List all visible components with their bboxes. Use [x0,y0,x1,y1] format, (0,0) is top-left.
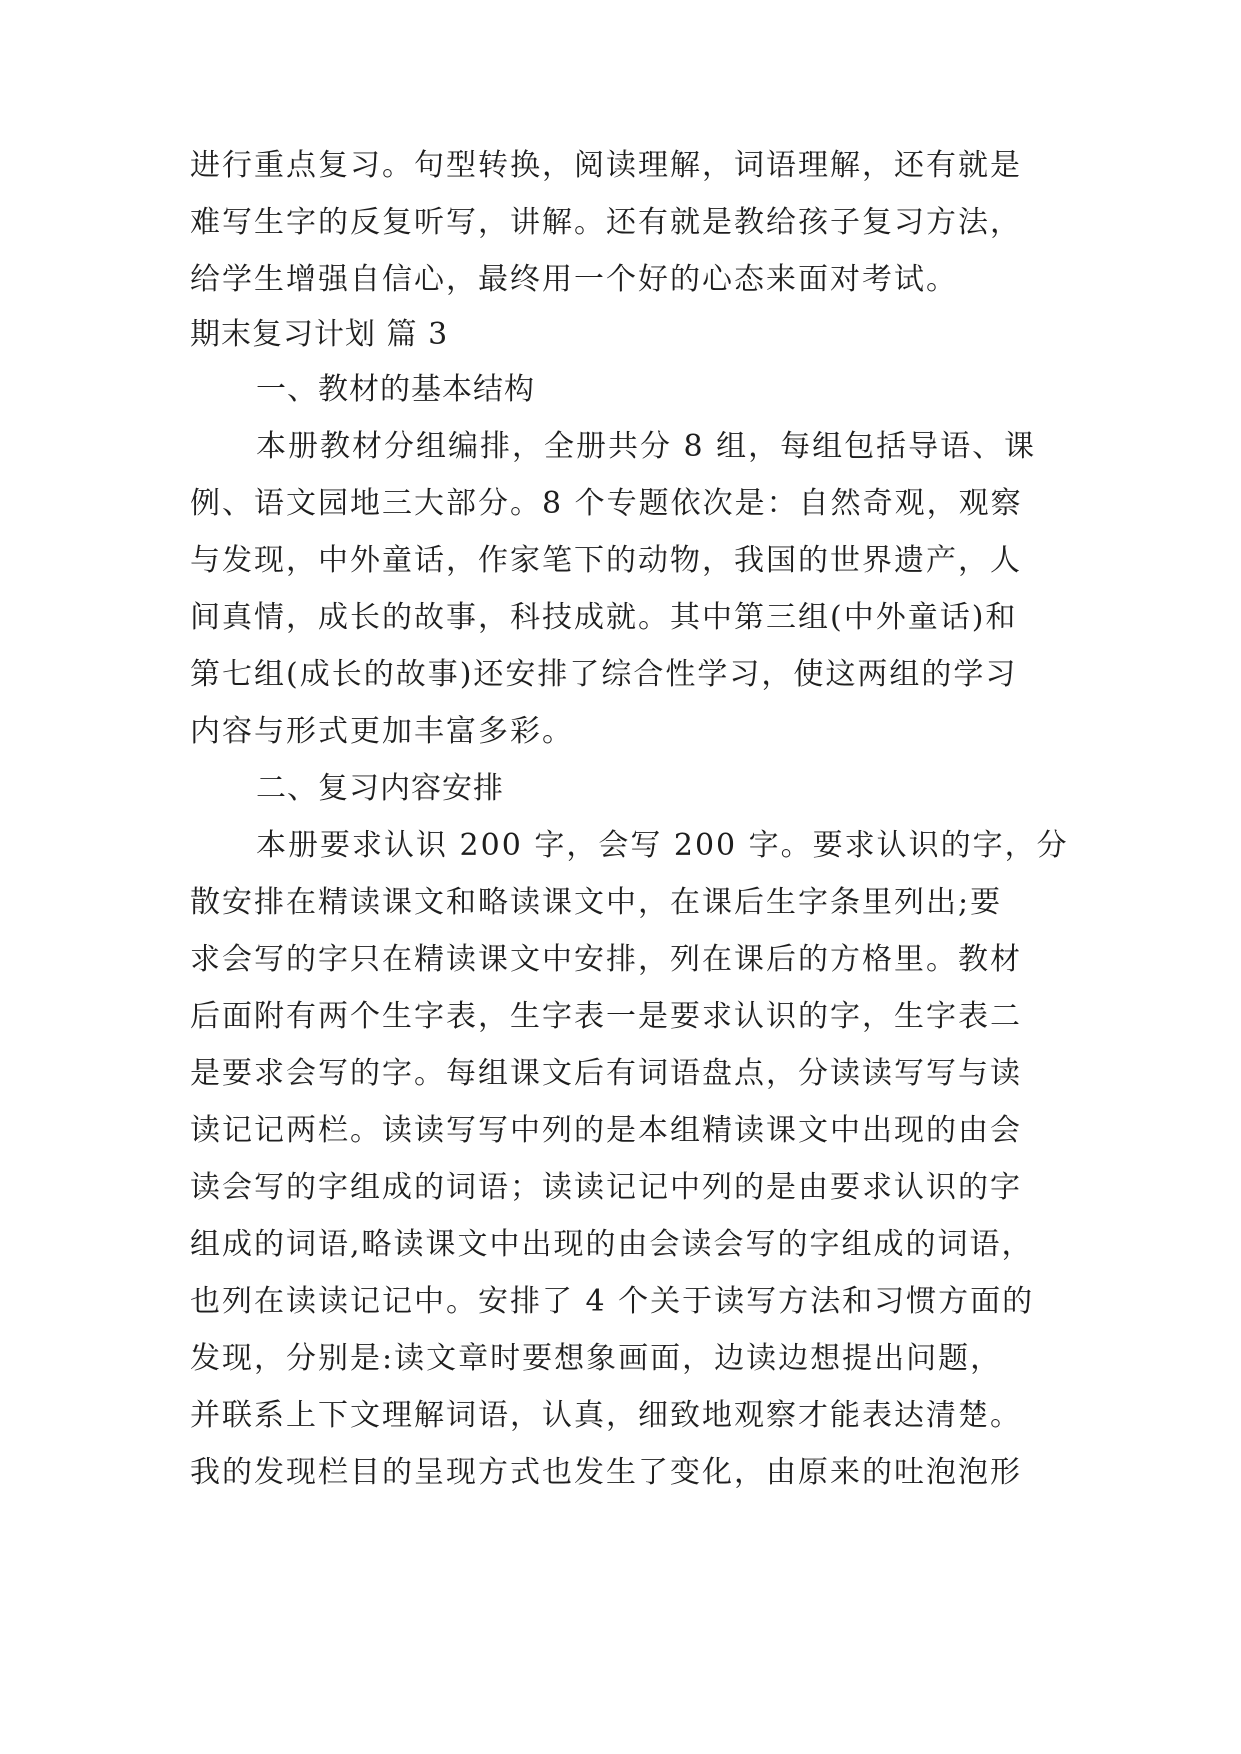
paragraph-line: 求会写的字只在精读课文中安排，列在课后的方格里。教材 [190,942,1022,977]
paragraph-line: 间真情，成长的故事，科技成就。其中第三组(中外童话)和 [190,600,1018,635]
paragraph-line: 第七组(成长的故事)还安排了综合性学习，使这两组的学习 [190,657,1018,692]
paragraph-line: 给学生增强自信心，最终用一个好的心态来面对考试。 [190,262,958,297]
paragraph-line: 后面附有两个生字表，生字表一是要求认识的字，生字表二 [190,999,1022,1034]
subsection-heading: 二、复习内容安排 [256,771,504,806]
paragraph-line: 发现，分别是:读文章时要想象画面，边读边想提出问题， [190,1341,1003,1376]
section-title: 期末复习计划 篇 3 [190,317,449,352]
paragraph-line: 本册要求认识 200 字，会写 200 字。要求认识的字，分 [256,828,1069,863]
paragraph-line: 本册教材分组编排，全册共分 8 组，每组包括导语、课 [256,429,1037,464]
paragraph-line: 组成的词语,略读课文中出现的由会读会写的字组成的词语， [190,1227,1034,1262]
paragraph-line: 读记记两栏。读读写写中列的是本组精读课文中出现的由会 [190,1113,1022,1148]
paragraph-line: 例、语文园地三大部分。8 个专题依次是：自然奇观，观察 [190,486,1023,521]
paragraph-line: 并联系上下文理解词语，认真，细致地观察才能表达清楚。 [190,1398,1022,1433]
paragraph-line: 是要求会写的字。每组课文后有词语盘点，分读读写写与读 [190,1056,1022,1091]
subsection-heading: 一、教材的基本结构 [256,372,535,407]
paragraph-line: 也列在读读记记中。安排了 4 个关于读写方法和习惯方面的 [190,1284,1035,1319]
paragraph-line: 进行重点复习。句型转换，阅读理解，词语理解，还有就是 [190,148,1022,183]
paragraph-line: 散安排在精读课文和略读课文中，在课后生字条里列出;要 [190,885,1003,920]
paragraph-line: 读会写的字组成的词语；读读记记中列的是由要求认识的字 [190,1170,1022,1205]
paragraph-line: 与发现，中外童话，作家笔下的动物，我国的世界遗产，人 [190,543,1022,578]
paragraph-line: 内容与形式更加丰富多彩。 [190,714,574,749]
paragraph-line: 我的发现栏目的呈现方式也发生了变化，由原来的吐泡泡形 [190,1455,1022,1490]
paragraph-line: 难写生字的反复听写，讲解。还有就是教给孩子复习方法， [190,205,1022,240]
